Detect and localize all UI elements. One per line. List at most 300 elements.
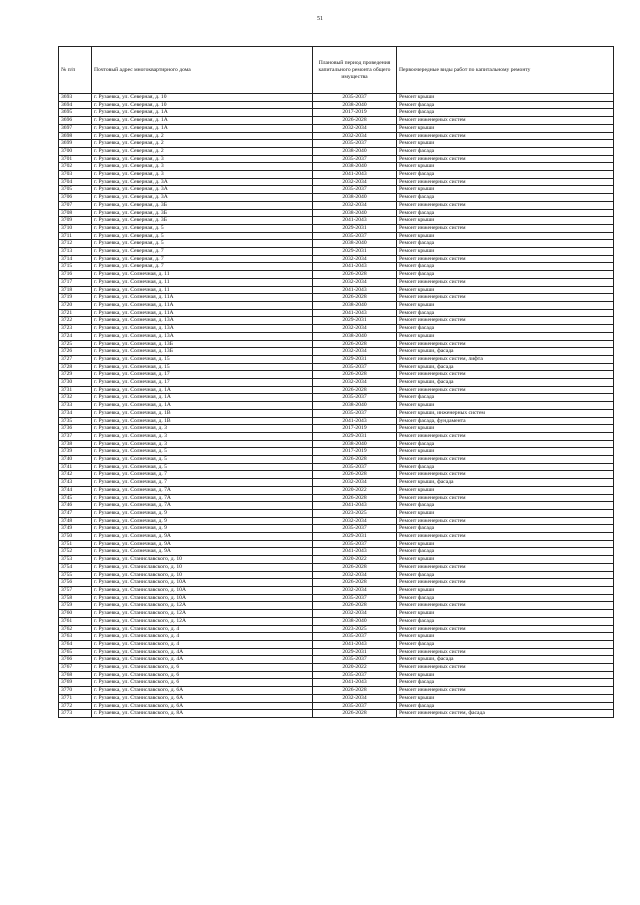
cell-address: г. Рузаевка, ул. Солнечная, д. 7: [92, 479, 313, 487]
cell-period: 2032-2034: [313, 517, 397, 525]
table-row: [59, 571, 614, 579]
cell-period: 2035-2037: [313, 94, 397, 102]
cell-num: 3772: [59, 702, 92, 710]
cell-num: 3770: [59, 687, 92, 695]
cell-works: Ремонт инженерных систем, лифта: [397, 355, 614, 363]
cell-works: Ремонт крыши: [397, 217, 614, 225]
cell-works: Ремонт инженерных систем: [397, 386, 614, 394]
table-row: [59, 301, 614, 309]
cell-works: Ремонт фасада: [397, 594, 614, 602]
cell-num: 3738: [59, 440, 92, 448]
cell-period: 2041-2043: [313, 640, 397, 648]
cell-works: Ремонт инженерных систем: [397, 563, 614, 571]
cell-works: Ремонт инженерных систем: [397, 255, 614, 263]
cell-address: г. Рузаевка, ул. Северная, д. 10: [92, 101, 313, 109]
cell-num: 3756: [59, 579, 92, 587]
table-row: [59, 340, 614, 348]
table-row: [59, 479, 614, 487]
cell-address: г. Рузаевка, ул. Солнечная, д. 9: [92, 517, 313, 525]
cell-works: Ремонт инженерных систем: [397, 664, 614, 672]
cell-address: г. Рузаевка, ул. Солнечная, д. 11А: [92, 309, 313, 317]
cell-period: 2026-2028: [313, 563, 397, 571]
cell-address: г. Рузаевка, ул. Станиславского, д. 4: [92, 625, 313, 633]
cell-works: Ремонт фасада: [397, 525, 614, 533]
table-row: [59, 694, 614, 702]
cell-num: 3722: [59, 317, 92, 325]
cell-period: 2017-2019: [313, 448, 397, 456]
cell-num: 3740: [59, 456, 92, 464]
table-row: [59, 386, 614, 394]
table-row: [59, 309, 614, 317]
cell-period: 2041-2043: [313, 217, 397, 225]
cell-address: г. Рузаевка, ул. Северная, д. 3Б: [92, 201, 313, 209]
cell-address: г. Рузаевка, ул. Северная, д. 1А: [92, 109, 313, 117]
table-row: [59, 471, 614, 479]
table-row: [59, 155, 614, 163]
cell-num: 3762: [59, 625, 92, 633]
cell-address: г. Рузаевка, ул. Северная, д. 1А: [92, 124, 313, 132]
cell-works: Ремонт инженерных систем: [397, 294, 614, 302]
cell-num: 3724: [59, 332, 92, 340]
cell-period: 2035-2037: [313, 409, 397, 417]
cell-period: 2035-2037: [313, 463, 397, 471]
cell-address: г. Рузаевка, ул. Станиславского, д. 10А: [92, 594, 313, 602]
cell-period: 2026-2028: [313, 386, 397, 394]
cell-address: г. Рузаевка, ул. Солнечная, д. 13Б: [92, 340, 313, 348]
cell-num: 3761: [59, 617, 92, 625]
cell-num: 3719: [59, 294, 92, 302]
cell-address: г. Рузаевка, ул. Солнечная, д. 5: [92, 456, 313, 464]
table-row: [59, 625, 614, 633]
cell-works: Ремонт крыши: [397, 671, 614, 679]
cell-period: 2041-2043: [313, 309, 397, 317]
table-row: [59, 617, 614, 625]
cell-num: 3760: [59, 610, 92, 618]
cell-period: 2029-2031: [313, 355, 397, 363]
table-row: [59, 610, 614, 618]
cell-address: г. Рузаевка, ул. Станиславского, д. 6: [92, 664, 313, 672]
cell-address: г. Рузаевка, ул. Станиславского, д. 6: [92, 679, 313, 687]
table-row: [59, 563, 614, 571]
cell-works: Ремонт крыши: [397, 509, 614, 517]
cell-period: 2026-2028: [313, 579, 397, 587]
cell-num: 3716: [59, 271, 92, 279]
cell-address: г. Рузаевка, ул. Станиславского, д. 8А: [92, 710, 313, 718]
cell-num: 3743: [59, 479, 92, 487]
table-row: [59, 548, 614, 556]
cell-works: Ремонт крыши: [397, 332, 614, 340]
cell-works: Ремонт крыши: [397, 540, 614, 548]
table-row: [59, 132, 614, 140]
cell-works: Ремонт крыши, инженерных систем: [397, 409, 614, 417]
cell-works: Ремонт инженерных систем: [397, 132, 614, 140]
cell-address: г. Рузаевка, ул. Солнечная, д. 3: [92, 432, 313, 440]
cell-works: Ремонт инженерных систем: [397, 201, 614, 209]
cell-address: г. Рузаевка, ул. Северная, д. 3Б: [92, 217, 313, 225]
cell-num: 3701: [59, 155, 92, 163]
table-row: [59, 579, 614, 587]
cell-address: г. Рузаевка, ул. Северная, д. 3А: [92, 186, 313, 194]
cell-num: 3752: [59, 548, 92, 556]
cell-period: 2029-2031: [313, 248, 397, 256]
table-row: [59, 656, 614, 664]
cell-works: Ремонт крыши: [397, 587, 614, 595]
header-works: Первоочередные виды работ по капитальному ремонту: [397, 47, 614, 94]
table-row: [59, 602, 614, 610]
cell-num: 3709: [59, 217, 92, 225]
cell-num: 3725: [59, 340, 92, 348]
cell-period: 2026-2028: [313, 271, 397, 279]
cell-period: 2023-2025: [313, 625, 397, 633]
cell-period: 2032-2034: [313, 379, 397, 387]
cell-num: 3768: [59, 671, 92, 679]
cell-works: Ремонт инженерных систем: [397, 155, 614, 163]
cell-address: г. Рузаевка, ул. Северная, д. 3: [92, 171, 313, 179]
cell-num: 3715: [59, 263, 92, 271]
table-row: [59, 456, 614, 464]
table-row: [59, 263, 614, 271]
table-row: [59, 533, 614, 541]
table-row: [59, 486, 614, 494]
cell-period: 2032-2034: [313, 325, 397, 333]
table-row: [59, 186, 614, 194]
cell-works: Ремонт крыши: [397, 556, 614, 564]
table-row: [59, 525, 614, 533]
cell-num: 3710: [59, 224, 92, 232]
cell-works: Ремонт фасада: [397, 171, 614, 179]
table-row: [59, 587, 614, 595]
table-row: [59, 332, 614, 340]
table-row: [59, 348, 614, 356]
cell-period: 2026-2028: [313, 371, 397, 379]
cell-works: Ремонт инженерных систем: [397, 533, 614, 541]
cell-address: г. Рузаевка, ул. Северная, д. 7: [92, 263, 313, 271]
table-row: [59, 286, 614, 294]
cell-works: Ремонт крыши: [397, 633, 614, 641]
cell-num: 3730: [59, 379, 92, 387]
cell-period: 2041-2043: [313, 286, 397, 294]
cell-works: Ремонт крыши: [397, 694, 614, 702]
cell-period: 2035-2037: [313, 525, 397, 533]
cell-period: 2035-2037: [313, 140, 397, 148]
cell-works: Ремонт фасада: [397, 147, 614, 155]
cell-address: г. Рузаевка, ул. Станиславского, д. 12А: [92, 617, 313, 625]
cell-num: 3739: [59, 448, 92, 456]
cell-address: г. Рузаевка, ул. Солнечная, д. 3: [92, 440, 313, 448]
cell-period: 2038-2040: [313, 402, 397, 410]
cell-period: 2026-2028: [313, 687, 397, 695]
table-row: [59, 417, 614, 425]
cell-period: 2029-2031: [313, 648, 397, 656]
cell-address: г. Рузаевка, ул. Северная, д. 2: [92, 140, 313, 148]
cell-period: 2032-2034: [313, 348, 397, 356]
cell-period: 2023-2025: [313, 509, 397, 517]
cell-works: Ремонт крыши: [397, 232, 614, 240]
cell-period: 2029-2031: [313, 432, 397, 440]
cell-period: 2038-2040: [313, 194, 397, 202]
table-row: [59, 540, 614, 548]
page-number: 51: [317, 16, 323, 22]
cell-works: Ремонт фасада: [397, 309, 614, 317]
cell-address: г. Рузаевка, ул. Северная, д. 2: [92, 132, 313, 140]
cell-period: 2032-2034: [313, 178, 397, 186]
repair-schedule-table-container: [58, 46, 593, 718]
cell-works: Ремонт фасада: [397, 101, 614, 109]
table-row: [59, 224, 614, 232]
table-row: [59, 687, 614, 695]
header-period: Плановый период проведения капитального ремонта общего имущества: [313, 47, 397, 94]
cell-period: 2017-2019: [313, 425, 397, 433]
cell-works: Ремонт фасада: [397, 548, 614, 556]
cell-num: 3727: [59, 355, 92, 363]
cell-address: г. Рузаевка, ул. Солнечная, д. 15: [92, 355, 313, 363]
cell-num: 3741: [59, 463, 92, 471]
cell-works: Ремонт инженерных систем: [397, 625, 614, 633]
table-row: [59, 317, 614, 325]
cell-address: г. Рузаевка, ул. Солнечная, д. 7А: [92, 486, 313, 494]
cell-num: 3731: [59, 386, 92, 394]
cell-period: 2032-2034: [313, 571, 397, 579]
cell-address: г. Рузаевка, ул. Северная, д. 10: [92, 94, 313, 102]
cell-works: Ремонт фасада: [397, 571, 614, 579]
cell-period: 2032-2034: [313, 255, 397, 263]
table-row: [59, 201, 614, 209]
cell-period: 2038-2040: [313, 240, 397, 248]
cell-address: г. Рузаевка, ул. Солнечная, д. 5: [92, 463, 313, 471]
cell-num: 3726: [59, 348, 92, 356]
table-row: [59, 217, 614, 225]
cell-address: г. Рузаевка, ул. Солнечная, д. 17: [92, 379, 313, 387]
cell-period: 2029-2031: [313, 224, 397, 232]
cell-num: 3771: [59, 694, 92, 702]
cell-num: 3699: [59, 140, 92, 148]
cell-period: 2035-2037: [313, 186, 397, 194]
cell-works: Ремонт фасада: [397, 263, 614, 271]
cell-works: Ремонт крыши: [397, 163, 614, 171]
cell-address: г. Рузаевка, ул. Станиславского, д. 6А: [92, 687, 313, 695]
cell-period: 2032-2034: [313, 479, 397, 487]
cell-works: Ремонт инженерных систем: [397, 340, 614, 348]
cell-address: г. Рузаевка, ул. Солнечная, д. 11: [92, 286, 313, 294]
table-row: [59, 117, 614, 125]
cell-period: 2035-2037: [313, 363, 397, 371]
cell-address: г. Рузаевка, ул. Станиславского, д. 10: [92, 563, 313, 571]
cell-num: 3747: [59, 509, 92, 517]
cell-works: Ремонт крыши: [397, 301, 614, 309]
cell-works: Ремонт инженерных систем: [397, 432, 614, 440]
cell-period: 2032-2034: [313, 201, 397, 209]
cell-num: 3695: [59, 109, 92, 117]
cell-works: Ремонт инженерных систем: [397, 371, 614, 379]
cell-num: 3698: [59, 132, 92, 140]
cell-works: Ремонт инженерных систем: [397, 471, 614, 479]
cell-works: Ремонт инженерных систем: [397, 687, 614, 695]
cell-works: Ремонт крыши: [397, 425, 614, 433]
cell-address: г. Рузаевка, ул. Северная, д. 3Б: [92, 209, 313, 217]
cell-address: г. Рузаевка, ул. Северная, д. 5: [92, 240, 313, 248]
table-row: [59, 163, 614, 171]
cell-works: Ремонт фасада: [397, 325, 614, 333]
cell-period: 2029-2031: [313, 533, 397, 541]
cell-num: 3703: [59, 171, 92, 179]
cell-works: Ремонт фасада: [397, 702, 614, 710]
cell-works: Ремонт фасада: [397, 640, 614, 648]
table-row: [59, 679, 614, 687]
cell-works: Ремонт крыши: [397, 448, 614, 456]
cell-period: 2032-2034: [313, 610, 397, 618]
cell-period: 2020-2022: [313, 556, 397, 564]
cell-period: 2020-2022: [313, 486, 397, 494]
cell-address: г. Рузаевка, ул. Станиславского, д. 10А: [92, 587, 313, 595]
cell-works: Ремонт крыши: [397, 248, 614, 256]
table-row: [59, 109, 614, 117]
cell-period: 2035-2037: [313, 702, 397, 710]
cell-works: Ремонт инженерных систем: [397, 178, 614, 186]
cell-address: г. Рузаевка, ул. Солнечная, д. 13Б: [92, 348, 313, 356]
header-address: Почтовый адрес многоквартирного дома: [92, 47, 313, 94]
cell-num: 3758: [59, 594, 92, 602]
table-row: [59, 209, 614, 217]
cell-num: 3721: [59, 309, 92, 317]
cell-num: 3694: [59, 101, 92, 109]
cell-period: 2017-2019: [313, 109, 397, 117]
cell-works: Ремонт инженерных систем, фасада: [397, 710, 614, 718]
cell-address: г. Рузаевка, ул. Станиславского, д. 4: [92, 640, 313, 648]
cell-works: Ремонт фасада: [397, 440, 614, 448]
cell-period: 2020-2022: [313, 664, 397, 672]
cell-num: 3702: [59, 163, 92, 171]
cell-period: 2032-2034: [313, 694, 397, 702]
cell-address: г. Рузаевка, ул. Солнечная, д. 7: [92, 471, 313, 479]
cell-period: 2032-2034: [313, 587, 397, 595]
cell-address: г. Рузаевка, ул. Солнечная, д. 15: [92, 363, 313, 371]
cell-address: г. Рузаевка, ул. Северная, д. 5: [92, 232, 313, 240]
cell-num: 3732: [59, 394, 92, 402]
table-row: [59, 394, 614, 402]
table-row: [59, 432, 614, 440]
cell-address: г. Рузаевка, ул. Солнечная, д. 9А: [92, 533, 313, 541]
cell-num: 3769: [59, 679, 92, 687]
cell-num: 3753: [59, 556, 92, 564]
cell-num: 3765: [59, 648, 92, 656]
cell-period: 2035-2037: [313, 656, 397, 664]
cell-num: 3708: [59, 209, 92, 217]
cell-period: 2026-2028: [313, 294, 397, 302]
cell-address: г. Рузаевка, ул. Станиславского, д. 4А: [92, 656, 313, 664]
table-row: [59, 594, 614, 602]
cell-works: Ремонт фасада: [397, 463, 614, 471]
cell-works: Ремонт фасада: [397, 394, 614, 402]
table-row: [59, 232, 614, 240]
cell-period: 2038-2040: [313, 617, 397, 625]
cell-address: г. Рузаевка, ул. Солнечная, д. 3: [92, 425, 313, 433]
cell-num: 3728: [59, 363, 92, 371]
cell-period: 2035-2037: [313, 394, 397, 402]
cell-num: 3749: [59, 525, 92, 533]
cell-num: 3729: [59, 371, 92, 379]
table-row: [59, 671, 614, 679]
cell-num: 3706: [59, 194, 92, 202]
cell-works: Ремонт крыши: [397, 286, 614, 294]
cell-works: Ремонт фасада, фундамента: [397, 417, 614, 425]
cell-num: 3754: [59, 563, 92, 571]
cell-works: Ремонт фасада: [397, 209, 614, 217]
cell-address: г. Рузаевка, ул. Станиславского, д. 4А: [92, 648, 313, 656]
table-row: [59, 294, 614, 302]
cell-period: 2026-2028: [313, 456, 397, 464]
cell-address: г. Рузаевка, ул. Солнечная, д. 13А: [92, 332, 313, 340]
cell-period: 2032-2034: [313, 124, 397, 132]
cell-works: Ремонт крыши: [397, 124, 614, 132]
cell-num: 3707: [59, 201, 92, 209]
cell-num: 3714: [59, 255, 92, 263]
cell-period: 2038-2040: [313, 440, 397, 448]
cell-address: г. Рузаевка, ул. Солнечная, д. 11: [92, 271, 313, 279]
cell-address: г. Рузаевка, ул. Солнечная, д. 9А: [92, 540, 313, 548]
cell-period: 2038-2040: [313, 332, 397, 340]
cell-num: 3712: [59, 240, 92, 248]
cell-works: Ремонт фасада: [397, 194, 614, 202]
cell-address: г. Рузаевка, ул. Солнечная, д. 11А: [92, 294, 313, 302]
cell-period: 2041-2043: [313, 171, 397, 179]
cell-num: 3693: [59, 94, 92, 102]
cell-period: 2026-2028: [313, 710, 397, 718]
table-row: [59, 402, 614, 410]
cell-works: Ремонт инженерных систем: [397, 278, 614, 286]
cell-works: Ремонт фасада: [397, 502, 614, 510]
cell-works: Ремонт крыши: [397, 486, 614, 494]
cell-address: г. Рузаевка, ул. Станиславского, д. 10А: [92, 579, 313, 587]
table-row: [59, 664, 614, 672]
cell-works: Ремонт крыши: [397, 402, 614, 410]
cell-period: 2038-2040: [313, 301, 397, 309]
cell-address: г. Рузаевка, ул. Станиславского, д. 4: [92, 633, 313, 641]
cell-works: Ремонт фасада: [397, 109, 614, 117]
table-row: [59, 194, 614, 202]
cell-address: г. Рузаевка, ул. Солнечная, д. 1А: [92, 394, 313, 402]
cell-period: 2026-2028: [313, 471, 397, 479]
cell-num: 3718: [59, 286, 92, 294]
cell-num: 3733: [59, 402, 92, 410]
cell-address: г. Рузаевка, ул. Солнечная, д. 7А: [92, 494, 313, 502]
cell-works: Ремонт инженерных систем: [397, 602, 614, 610]
table-row: [59, 140, 614, 148]
table-row: [59, 178, 614, 186]
cell-works: Ремонт инженерных систем: [397, 579, 614, 587]
cell-works: Ремонт инженерных систем: [397, 456, 614, 464]
table-row: [59, 101, 614, 109]
cell-address: г. Рузаевка, ул. Северная, д. 7: [92, 255, 313, 263]
table-row: [59, 425, 614, 433]
cell-works: Ремонт крыши: [397, 186, 614, 194]
cell-works: Ремонт крыши: [397, 94, 614, 102]
table-row: [59, 147, 614, 155]
repair-schedule-table: [58, 46, 614, 718]
table-row: [59, 325, 614, 333]
cell-address: г. Рузаевка, ул. Солнечная, д. 1А: [92, 386, 313, 394]
cell-works: Ремонт крыши: [397, 610, 614, 618]
table-row: [59, 271, 614, 279]
cell-address: г. Рузаевка, ул. Солнечная, д. 13А: [92, 317, 313, 325]
cell-address: г. Рузаевка, ул. Солнечная, д. 11А: [92, 301, 313, 309]
cell-num: 3736: [59, 425, 92, 433]
cell-period: 2035-2037: [313, 594, 397, 602]
cell-num: 3734: [59, 409, 92, 417]
cell-num: 3763: [59, 633, 92, 641]
cell-period: 2041-2043: [313, 502, 397, 510]
table-row: [59, 409, 614, 417]
cell-works: Ремонт крыши, фасада: [397, 379, 614, 387]
